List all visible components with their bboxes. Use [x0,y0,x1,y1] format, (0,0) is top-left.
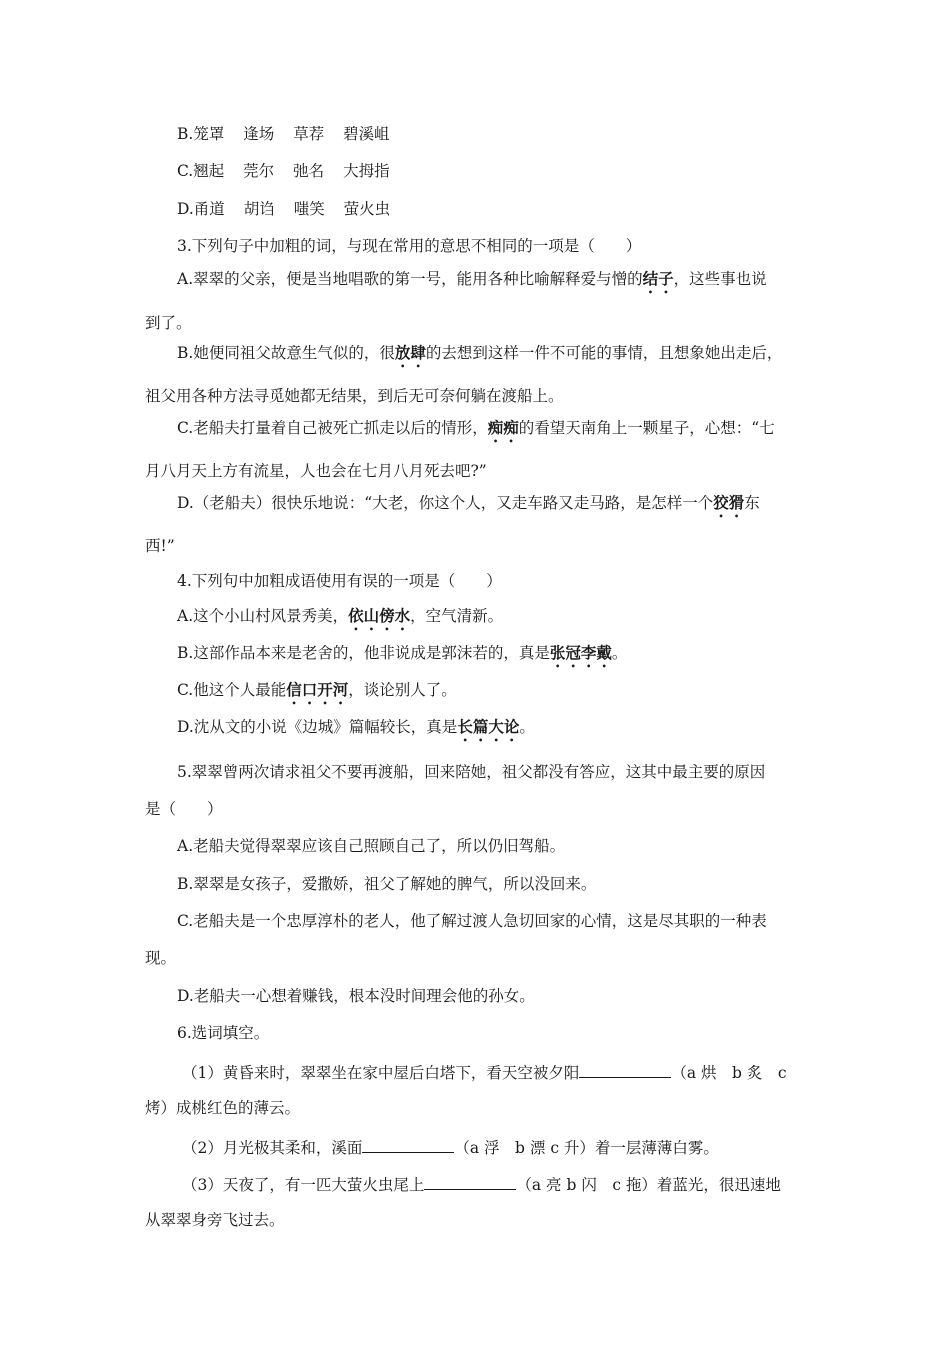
q5-stem: 5.翠翠曾两次请求祖父不要再渡船，回来陪她，祖父都没有答应，这其中最主要的原因 [177,763,766,781]
q4-a-bold-idiom: 依山傍水 [348,607,411,625]
q6-item-3: （3）天夜了，有一匹大萤火虫尾上 （a 亮 b 闪 c 拖）着蓝光，很迅速地 [182,1173,781,1195]
fill-blank-1[interactable] [579,1061,671,1078]
q4-option-b: B.这部作品本来是老舍的，他非说成是郭沫若的，真是张冠李戴。 [177,644,628,662]
q3-option-a: A.翠翠的父亲，便是当地唱歌的第一号，能用各种比喻解释爱与憎的结子，这些事也说 [177,270,767,288]
q3-option-b-cont: 祖父用各种方法寻觅她都无结果，到后无可奈何躺在渡船上。 [145,387,564,405]
q5-stem-cont: 是（ ） [145,800,223,818]
q4-c-bold-idiom: 信口开河 [286,681,349,699]
q4-option-c: C.他这个人最能信口开河，谈论别人了。 [177,681,457,699]
q4-option-d: D.沈从文的小说《边城》篇幅较长，真是长篇大论。 [177,718,535,736]
q6-item-3-cont: 从翠翠身旁飞过去。 [145,1211,285,1229]
q3-a-bold-word: 结子 [642,270,674,288]
q3-b-bold-word: 放肆 [394,344,426,362]
q5-option-b: B.翠翠是女孩子，爱撒娇，祖父了解她的脾气，所以没回来。 [177,875,597,893]
q3-option-c-cont: 月八月天上方有流星，人也会在七月八月死去吧?” [145,462,487,480]
q3-option-b: B.她便同祖父故意生气似的，很放肆的去想到这样一件不可能的事情，且想象她出走后， [177,344,783,362]
option-row-d: D.甬道 胡诌 嗤笑 萤火虫 [177,200,391,218]
option-row-b: B.笼罩 逢场 草荐 碧溪岨 [177,125,390,143]
fill-blank-3[interactable] [424,1173,516,1190]
q4-option-a: A.这个小山村风景秀美，依山傍水，空气清新。 [177,607,504,625]
q3-d-bold-word: 狡猾 [713,494,745,512]
q4-d-bold-idiom: 长篇大论 [457,718,520,736]
q4-stem: 4.下列句中加粗成语使用有误的一项是（ ） [177,572,502,590]
q6-stem: 6.选词填空。 [177,1024,270,1042]
q3-option-d-cont: 西!” [145,537,175,555]
q6-item-1: （1）黄昏来时，翠翠坐在家中屋后白塔下，看天空被夕阳 （a 烘 b 炙 c [182,1061,787,1083]
q3-option-d: D.（老船夫）很快乐地说：“大老，你这个人，又走车路又走马路，是怎样一个狡猾东 [177,494,760,512]
q3-option-c: C.老船夫打量着自己被死亡抓走以后的情形，痴痴的看望天南角上一颗星子，心想：“七 [177,419,775,437]
q6-item-1-cont: 烤）成桃红色的薄云。 [145,1099,301,1117]
q6-item-2: （2）月光极其柔和，溪面 （a 浮 b 漂 c 升）着一层薄薄白雾。 [182,1136,719,1158]
q3-option-a-cont: 到了。 [145,314,192,332]
q5-option-c: C.老船夫是一个忠厚淳朴的老人，他了解过渡人急切回家的心情，这是尽其职的一种表 [177,912,767,930]
q3-stem: 3.下列句子中加粗的词，与现在常用的意思不相同的一项是（ ） [177,237,642,255]
q5-option-a: A.老船夫觉得翠翠应该自己照顾自己了，所以仍旧驾船。 [177,837,566,855]
q5-option-d: D.老船夫一心想着赚钱，根本没时间理会他的孙女。 [177,987,535,1005]
q4-b-bold-idiom: 张冠李戴 [549,644,612,662]
q5-option-c-cont: 现。 [145,949,177,967]
fill-blank-2[interactable] [362,1136,454,1153]
option-row-c: C.翘起 莞尔 弛名 大拇指 [177,162,390,180]
q3-c-bold-word: 痴痴 [487,419,519,437]
